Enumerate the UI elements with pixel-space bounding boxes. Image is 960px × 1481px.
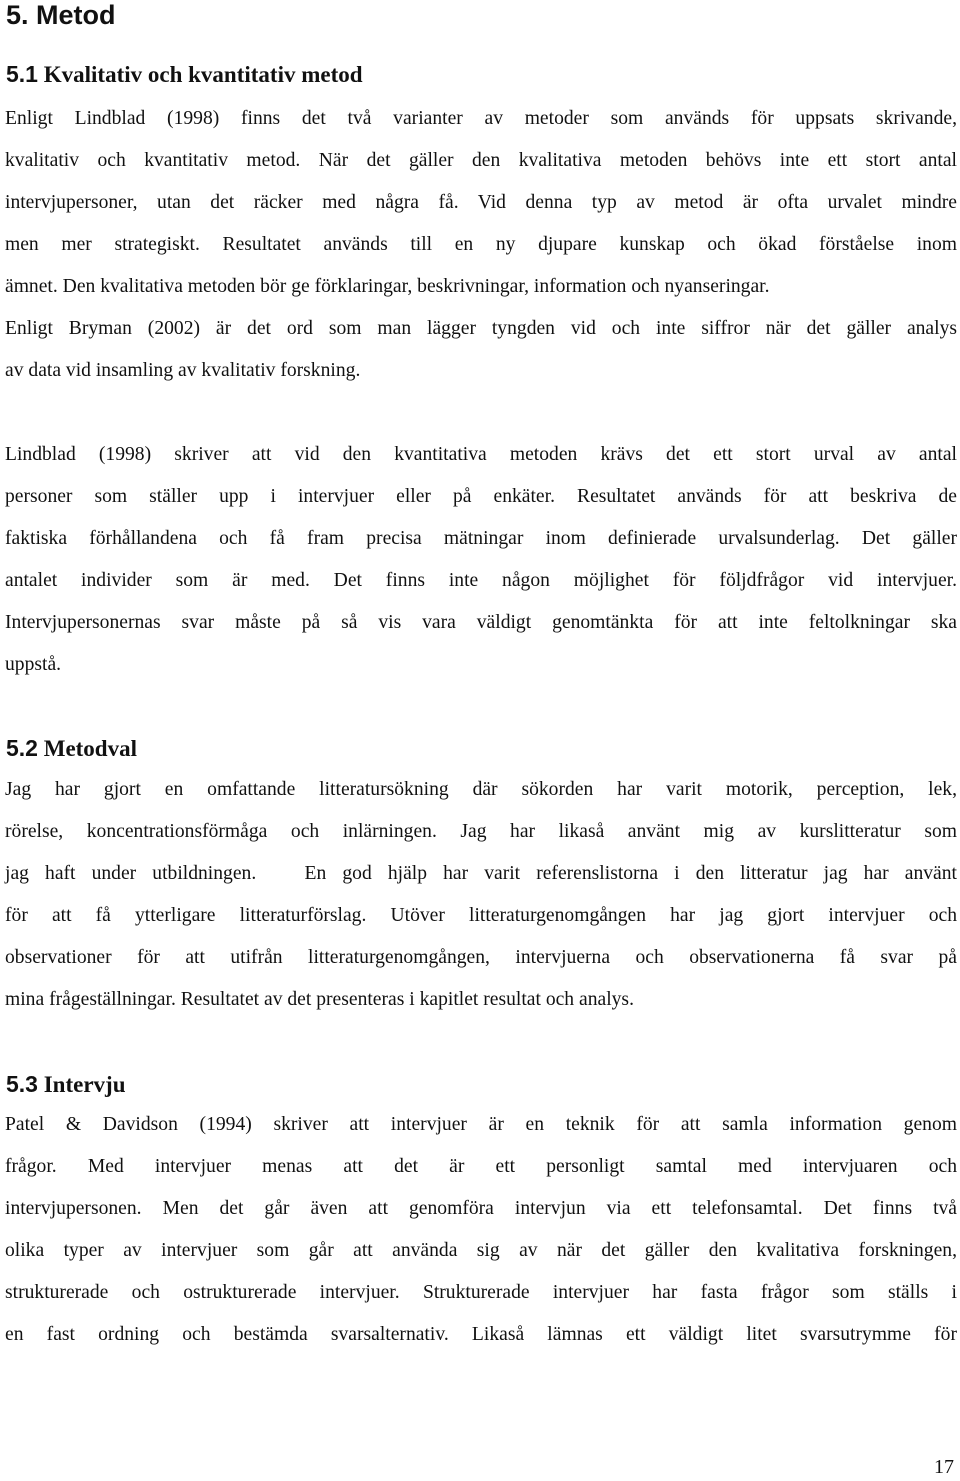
text-line: för att få ytterligare litteraturförslag. Utöver litteraturgenomgången har jag gjort intervjuer och [5, 905, 957, 926]
text-line: mina frågeställningar. Resultatet av det presenteras i kapitlet resultat och analys. [5, 989, 634, 1010]
text-line: rörelse, koncentrationsförmåga och inlärningen. Jag har likaså använt mig av kurslitteratur som [5, 821, 957, 842]
text-line: Jag har gjort en omfattande litteratursökning där sökorden har varit motorik, perception, lek, [5, 779, 957, 800]
paragraph [5, 98, 957, 392]
text-line: uppstå. [5, 654, 62, 675]
paragraph [5, 1104, 957, 1356]
section-heading-5-3 [6, 1070, 126, 1099]
section-title: Kvalitativ och kvantitativ metod [43, 62, 363, 87]
page-number: 17 [934, 1456, 954, 1478]
text-line: jag haft under utbildningen. En god hjälp har varit referenslistorna i den litteratur jag har använt [5, 863, 957, 884]
section-number: 5.1 [6, 61, 38, 87]
text-line: av data vid insamling av kvalitativ forskning. [5, 360, 361, 381]
section-number: 5.3 [6, 1071, 38, 1097]
text-line: frågor. Med intervjuer menas att det är ett personligt samtal med intervjuaren och [5, 1156, 957, 1177]
text-line: Patel & Davidson (1994) skriver att intervjuer är en teknik för att samla information genom [5, 1114, 957, 1135]
text-line: men mer strategiskt. Resultatet används till en ny djupare kunskap och ökad förståelse inom [5, 234, 957, 255]
section-number: 5.2 [6, 735, 38, 761]
text-line: Enligt Bryman (2002) är det ord som man lägger tyngden vid och inte siffror när det gäller analys [5, 318, 957, 339]
text-line: personer som ställer upp i intervjuer eller på enkäter. Resultatet används för att beskriva de [5, 486, 957, 507]
paragraph [5, 434, 957, 686]
text-line: antalet individer som är med. Det finns inte någon möjlighet för följdfrågor vid intervjuer. [5, 570, 957, 591]
section-heading-5-2 [6, 734, 137, 763]
text-line: Enligt Lindblad (1998) finns det två varianter av metoder som används för uppsats skrivande, [5, 108, 957, 129]
text-line: strukturerade och ostrukturerade intervjuer. Strukturerade intervjuer har fasta frågor som ställs i [5, 1282, 957, 1303]
text-line: Intervjupersonernas svar måste på så vis vara väldigt genomtänkta för att inte feltolkningar ska [5, 612, 957, 633]
text-line: Lindblad (1998) skriver att vid den kvantitativa metoden krävs det ett stort urval av antal [5, 444, 957, 465]
text-line: ämnet. Den kvalitativa metoden bör ge förklaringar, beskrivningar, information och nyanseringar. [5, 276, 770, 297]
paragraph [5, 769, 957, 1021]
text-line: olika typer av intervjuer som går att använda sig av när det gäller den kvalitativa forskningen, [5, 1240, 957, 1261]
text-line: kvalitativ och kvantitativ metod. När det gäller den kvalitativa metoden behövs inte ett stort antal [5, 150, 957, 171]
text-line: observationer för att utifrån litteraturgenomgången, intervjuerna och observationerna få svar på [5, 947, 957, 968]
section-title: Intervju [43, 1072, 126, 1097]
section-title: Metodval [43, 736, 137, 761]
section-heading-5-1 [6, 60, 363, 89]
text-line: intervjupersonen. Men det går även att genomföra intervjun via ett telefonsamtal. Det finns två [5, 1198, 957, 1219]
text-line: en fast ordning och bestämda svarsalternativ. Likaså lämnas ett väldigt litet svarsutrymme för [5, 1324, 957, 1345]
text-line: intervjupersoner, utan det räcker med några få. Vid denna typ av metod är ofta urvalet mindre [5, 192, 957, 213]
chapter-title: 5. Metod [6, 0, 116, 30]
text-line: faktiska förhållandena och få fram precisa mätningar inom definierade urvalsunderlag. Det gäller [5, 528, 957, 549]
